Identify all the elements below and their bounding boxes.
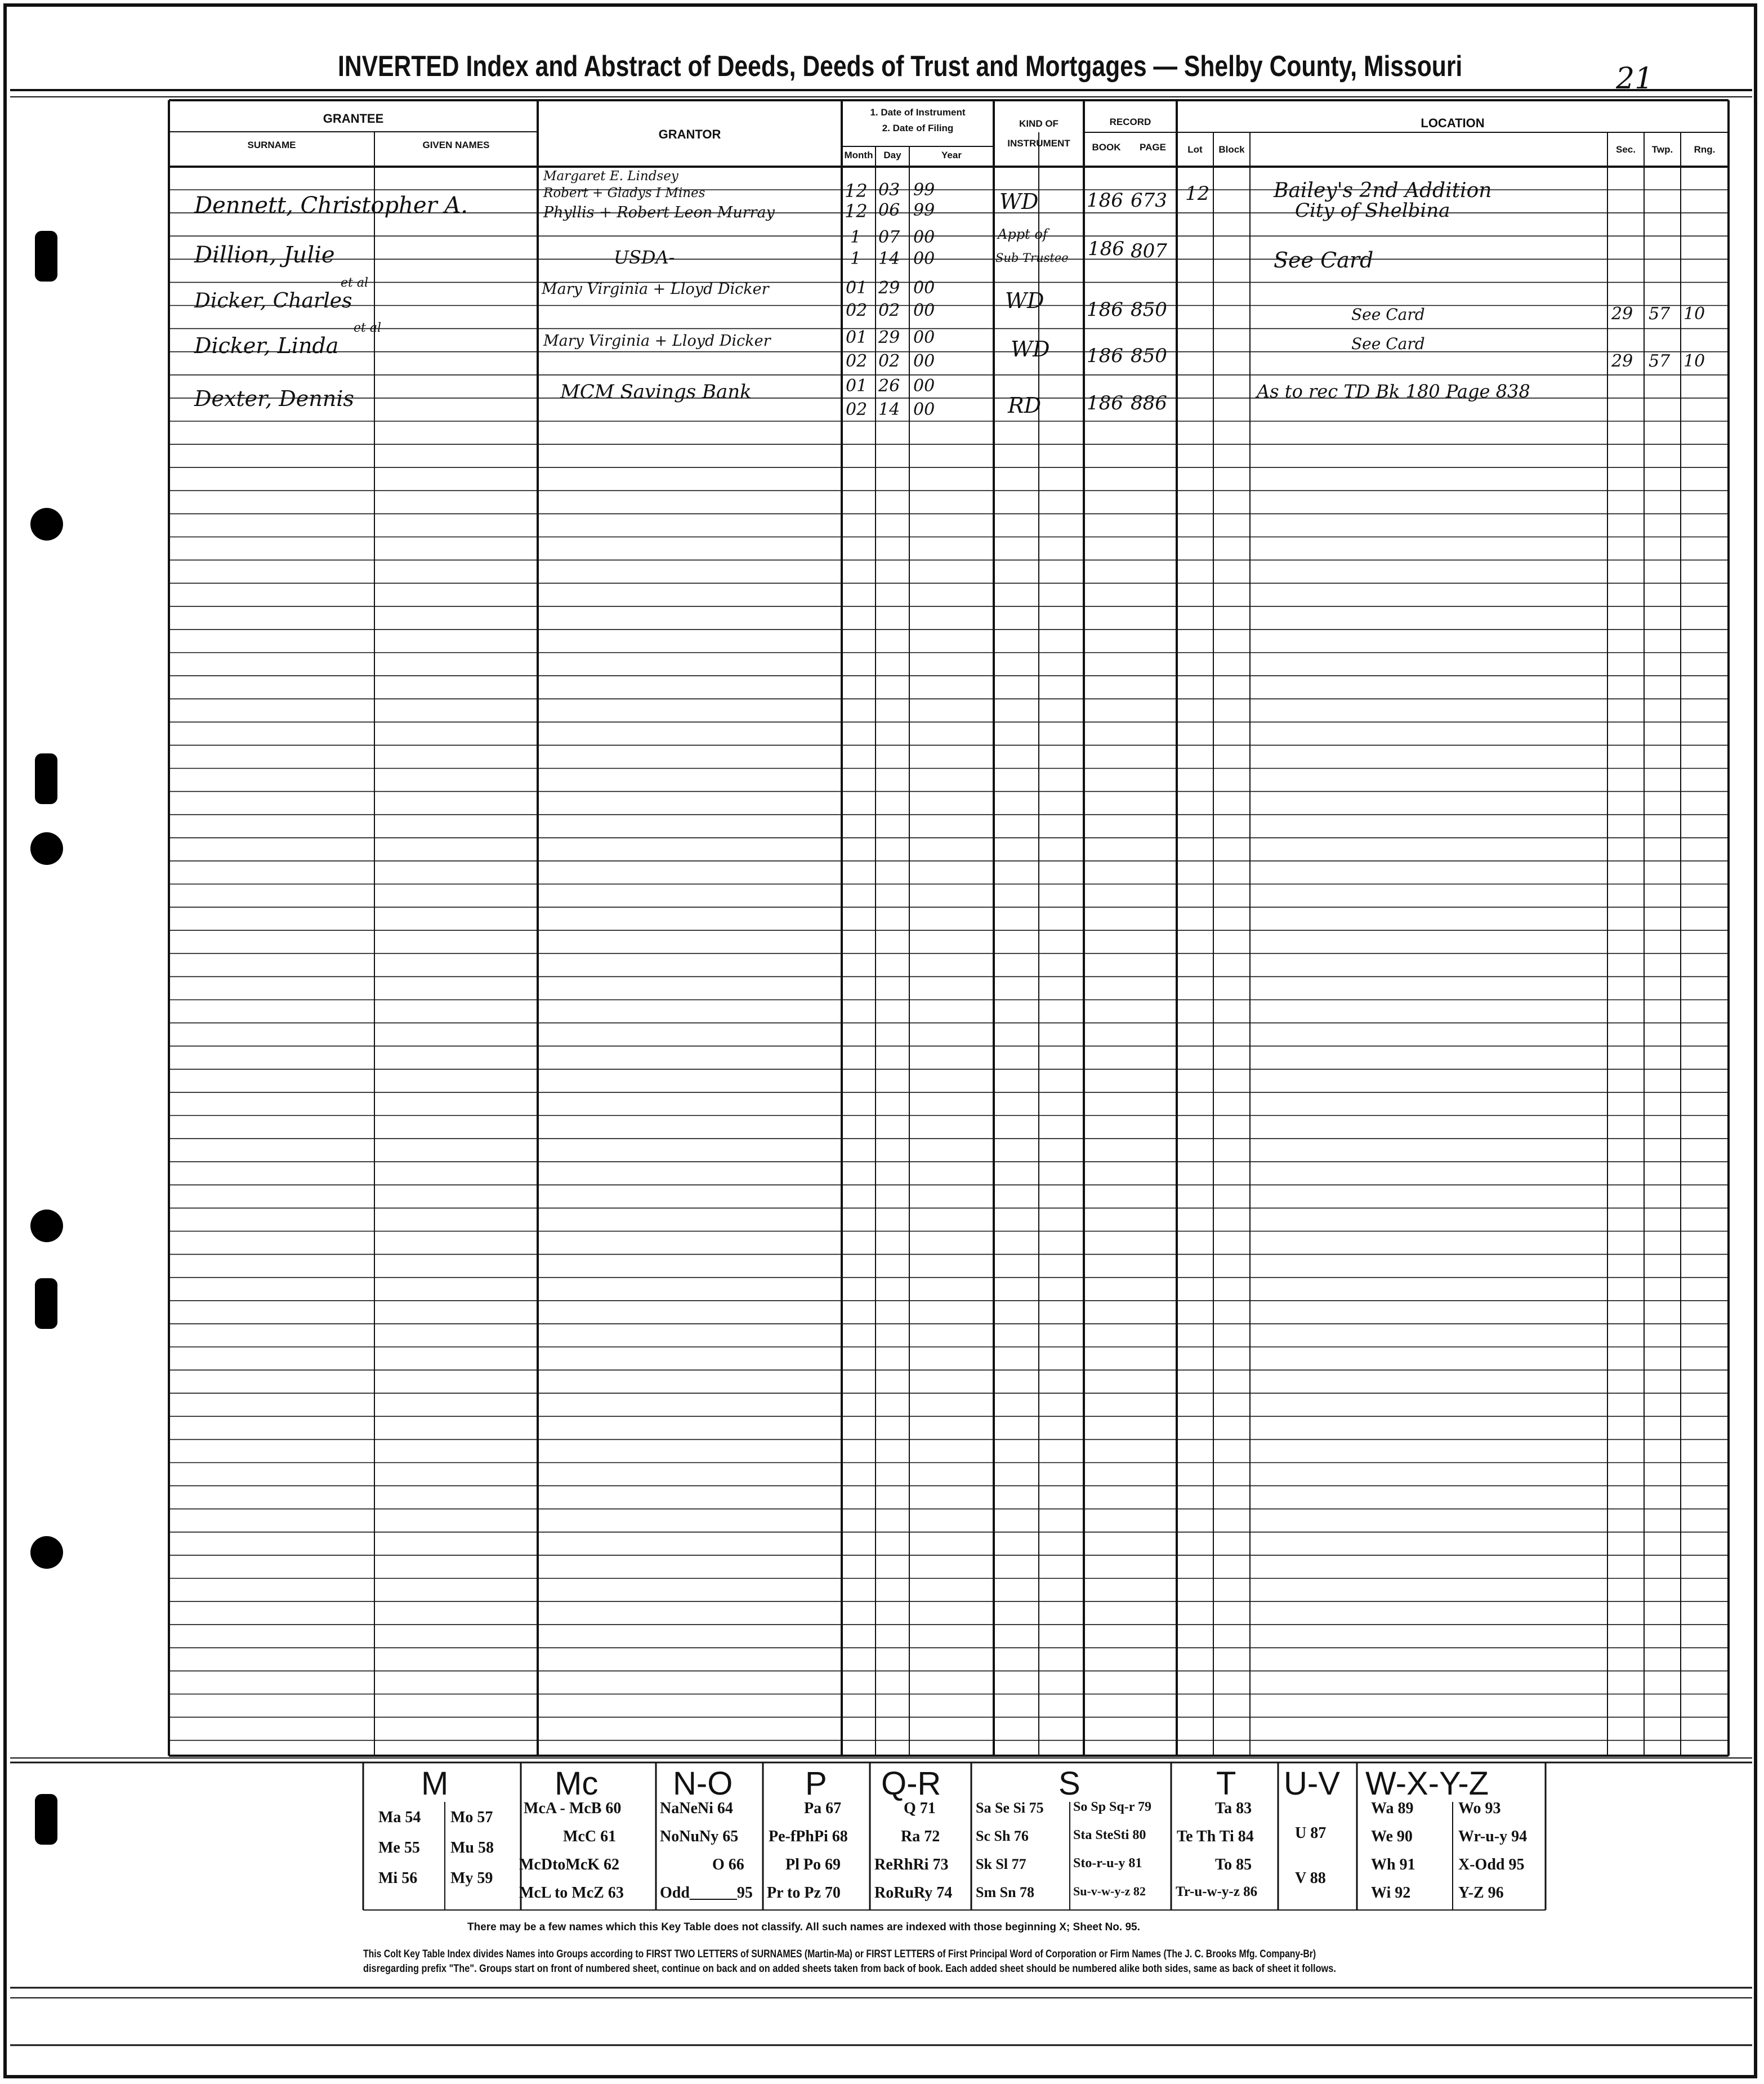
grantee-header: GRANTEE — [323, 111, 384, 126]
rng-cell: 10 — [1683, 304, 1705, 324]
key-entry: RoRuRy 74 — [874, 1884, 953, 1902]
month-cell: 01 — [846, 328, 868, 347]
book-cell: 186 — [1087, 189, 1123, 212]
book-header: BOOK — [1092, 142, 1121, 153]
day-cell: 14 — [878, 249, 900, 269]
key-entry: U 87 — [1295, 1824, 1327, 1842]
grantor-header: GRANTOR — [658, 127, 721, 141]
year-header: Year — [941, 150, 962, 160]
sec-cell: 29 — [1611, 351, 1633, 371]
grantor-name: Robert + Gladys I Mines — [543, 186, 705, 200]
key-entry: Wo 93 — [1458, 1800, 1501, 1817]
instrument-kind: Appt of — [998, 226, 1048, 242]
key-entry: Mo 57 — [450, 1809, 493, 1826]
sheet-number: 21 — [1616, 62, 1654, 96]
key-group-qr: Q-R — [881, 1765, 941, 1802]
location-text: See Card — [1351, 334, 1425, 353]
grantor-name: Phyllis + Robert Leon Murray — [543, 204, 775, 221]
grantor-name: Margaret E. Lindsey — [543, 169, 678, 184]
key-entry: Wa 89 — [1371, 1800, 1414, 1817]
month-cell: 1 — [850, 249, 861, 269]
month-cell: 02 — [846, 400, 868, 420]
year-cell: 99 — [913, 180, 935, 200]
key-entry: X-Odd 95 — [1458, 1856, 1525, 1873]
key-entry: Sc Sh 76 — [976, 1828, 1029, 1844]
location-text: See Card — [1351, 305, 1425, 324]
key-entry: Wh 91 — [1371, 1856, 1415, 1873]
key-entry: McL to McZ 63 — [519, 1884, 624, 1902]
instrument-kind: WD — [999, 189, 1039, 214]
key-entry: McDtoMcK 62 — [519, 1856, 620, 1873]
day-cell: 14 — [878, 400, 900, 420]
key-entry: Y-Z 96 — [1458, 1884, 1504, 1902]
book-cell: 186 — [1087, 392, 1123, 414]
day-cell: 02 — [878, 351, 900, 371]
grantor-name: Mary Virginia + Lloyd Dicker — [543, 332, 771, 350]
location-text: City of Shelbina — [1295, 199, 1450, 222]
key-entry: NoNuNy 65 — [660, 1828, 739, 1845]
month-cell: 01 — [846, 278, 868, 298]
lot-header: Lot — [1187, 144, 1203, 155]
page-cell: 886 — [1131, 392, 1167, 414]
month-cell: 1 — [850, 227, 861, 247]
grantor-name: USDA- — [614, 247, 675, 268]
grantee-name: Dennett, Christopher A. — [194, 193, 468, 218]
grantor-name: Mary Virginia + Lloyd Dicker — [542, 280, 769, 298]
key-entry: Ra 72 — [901, 1828, 940, 1845]
key-entry: Q 71 — [904, 1800, 936, 1817]
month-cell: 12 — [845, 200, 868, 222]
year-cell: 00 — [913, 278, 935, 298]
year-cell: 00 — [913, 351, 935, 371]
month-cell: 01 — [846, 376, 868, 396]
key-entry: Sta SteSti 80 — [1073, 1828, 1146, 1842]
grantor-name: MCM Savings Bank — [560, 381, 752, 403]
key-entry: Me 55 — [378, 1839, 420, 1857]
key-entry: So Sp Sq-r 79 — [1073, 1800, 1151, 1814]
key-entry: Su-v-w-y-z 82 — [1073, 1884, 1146, 1898]
sec-header: Sec. — [1616, 144, 1636, 155]
key-entry: To 85 — [1215, 1856, 1252, 1873]
key-entry: Wi 92 — [1371, 1884, 1411, 1902]
date-instrument-header: 1. Date of Instrument — [870, 107, 966, 118]
twp-cell: 57 — [1649, 304, 1671, 324]
grantee-name: Dexter, Dennis — [194, 386, 354, 411]
twp-cell: 57 — [1649, 351, 1671, 371]
key-entry: O 66 — [712, 1856, 744, 1873]
page-title: INVERTED Index and Abstract of Deeds, Deeds of Trust and Mortgages — Shelby County, Missouri — [338, 50, 1463, 83]
key-entry: Odd______95 — [660, 1884, 753, 1902]
record-header: RECORD — [1109, 117, 1151, 127]
instrument-kind: Sub Trustee — [995, 251, 1069, 265]
key-entry: Mi 56 — [378, 1869, 418, 1887]
grantee-note: et al — [341, 276, 369, 290]
key-entry: My 59 — [450, 1869, 493, 1887]
key-entry: Mu 58 — [450, 1839, 494, 1857]
day-cell: 02 — [878, 301, 900, 320]
grantee-note: et al — [354, 321, 382, 335]
grantee-name: Dicker, Linda — [194, 333, 339, 358]
key-group-p: P — [805, 1765, 827, 1802]
date-filing-header: 2. Date of Filing — [882, 123, 954, 133]
year-cell: 00 — [913, 376, 935, 396]
instrument-kind: WD — [1011, 337, 1050, 362]
key-entry: Sk Sl 77 — [976, 1856, 1026, 1872]
key-entry: Ma 54 — [378, 1809, 421, 1826]
year-cell: 99 — [913, 200, 935, 220]
location-text: See Card — [1274, 248, 1374, 273]
key-group-t: T — [1216, 1765, 1236, 1802]
grantee-name: Dillion, Julie — [194, 242, 335, 268]
day-header: Day — [883, 150, 901, 160]
day-cell: 26 — [878, 376, 900, 396]
key-entry: Sm Sn 78 — [976, 1884, 1035, 1900]
page-cell: 850 — [1131, 298, 1167, 321]
page-cell: 673 — [1131, 189, 1167, 212]
key-entry: NaNeNi 64 — [660, 1800, 733, 1817]
day-cell: 06 — [878, 200, 900, 220]
key-entry: We 90 — [1371, 1828, 1413, 1845]
key-entry: V 88 — [1295, 1869, 1326, 1887]
location-text: Bailey's 2nd Addition — [1274, 179, 1492, 202]
key-entry: Pe-fPhPi 68 — [769, 1828, 848, 1845]
book-cell: 186 — [1088, 238, 1124, 260]
key-group-no: N-O — [673, 1765, 733, 1802]
key-entry: Sto-r-u-y 81 — [1073, 1856, 1142, 1871]
block-header: Block — [1218, 144, 1245, 155]
year-cell: 00 — [913, 249, 935, 269]
page-header: PAGE — [1140, 142, 1166, 153]
day-cell: 03 — [878, 180, 900, 200]
instrument-kind: WD — [1005, 288, 1044, 313]
twp-header: Twp. — [1651, 144, 1673, 155]
page-cell: 850 — [1131, 345, 1167, 367]
month-cell: 12 — [845, 180, 868, 202]
key-entry: McA - McB 60 — [524, 1800, 622, 1817]
location-header: LOCATION — [1421, 116, 1485, 130]
year-cell: 00 — [913, 301, 935, 320]
instrument-kind: RD — [1008, 393, 1042, 418]
grantee-name: Dicker, Charles — [194, 289, 352, 313]
day-cell: 29 — [878, 278, 900, 298]
instrument-header: INSTRUMENT — [1007, 138, 1070, 149]
key-group-s: S — [1059, 1765, 1080, 1802]
given-names-header: GIVEN NAMES — [422, 140, 490, 150]
kind-of-header: KIND OF — [1019, 118, 1059, 129]
key-entry: Te Th Ti 84 — [1177, 1828, 1254, 1845]
key-entry: Ta 83 — [1215, 1800, 1252, 1817]
day-cell: 07 — [878, 227, 900, 247]
key-entry: Pl Po 69 — [785, 1856, 841, 1873]
sec-cell: 29 — [1611, 304, 1633, 324]
year-cell: 00 — [913, 227, 935, 247]
rng-cell: 10 — [1683, 351, 1705, 371]
year-cell: 00 — [913, 400, 935, 420]
month-cell: 02 — [846, 301, 868, 320]
location-text: As to rec TD Bk 180 Page 838 — [1257, 381, 1530, 402]
key-entry: ReRhRi 73 — [874, 1856, 949, 1873]
key-entry: Pr to Pz 70 — [767, 1884, 841, 1902]
page-cell: 807 — [1131, 240, 1167, 262]
key-entry: Sa Se Si 75 — [976, 1800, 1044, 1816]
day-cell: 29 — [878, 328, 900, 347]
footer-text: disregarding prefix "The". Groups start on front of numbered sheet, continue on back and on added sheets taken from back of book. Each added sheet should be numbered alike both sides, same as back of sheet it follows. — [363, 1963, 1336, 1975]
book-cell: 186 — [1087, 345, 1123, 367]
key-table-note: There may be a few names which this Key Table does not classify. All such names are indexed with those beginning X; Sheet No. 95. — [467, 1921, 1140, 1933]
key-entry: Pa 67 — [804, 1800, 842, 1817]
lot-cell: 12 — [1185, 182, 1210, 205]
key-entry: McC 61 — [563, 1828, 617, 1845]
key-group-mc: Mc — [555, 1765, 599, 1802]
year-cell: 00 — [913, 328, 935, 347]
book-cell: 186 — [1087, 298, 1123, 321]
key-group-uv: U-V — [1284, 1765, 1340, 1802]
footer-text: This Colt Key Table Index divides Names into Groups according to FIRST TWO LETTERS of SURNAMES (Martin-Ma) or FIRST LETTERS of First Principal Word of Corporation or Firm Names (The J. C. Brooks Mfg. Company-Br) — [363, 1948, 1316, 1960]
key-group-m: M — [421, 1765, 449, 1802]
key-entry: Tr-u-w-y-z 86 — [1176, 1884, 1258, 1899]
month-cell: 02 — [846, 351, 868, 371]
rng-header: Rng. — [1694, 144, 1716, 155]
surname-header: SURNAME — [247, 140, 296, 150]
month-header: Month — [844, 150, 873, 160]
key-group-wxyz: W-X-Y-Z — [1365, 1765, 1489, 1802]
key-entry: Wr-u-y 94 — [1458, 1828, 1528, 1845]
